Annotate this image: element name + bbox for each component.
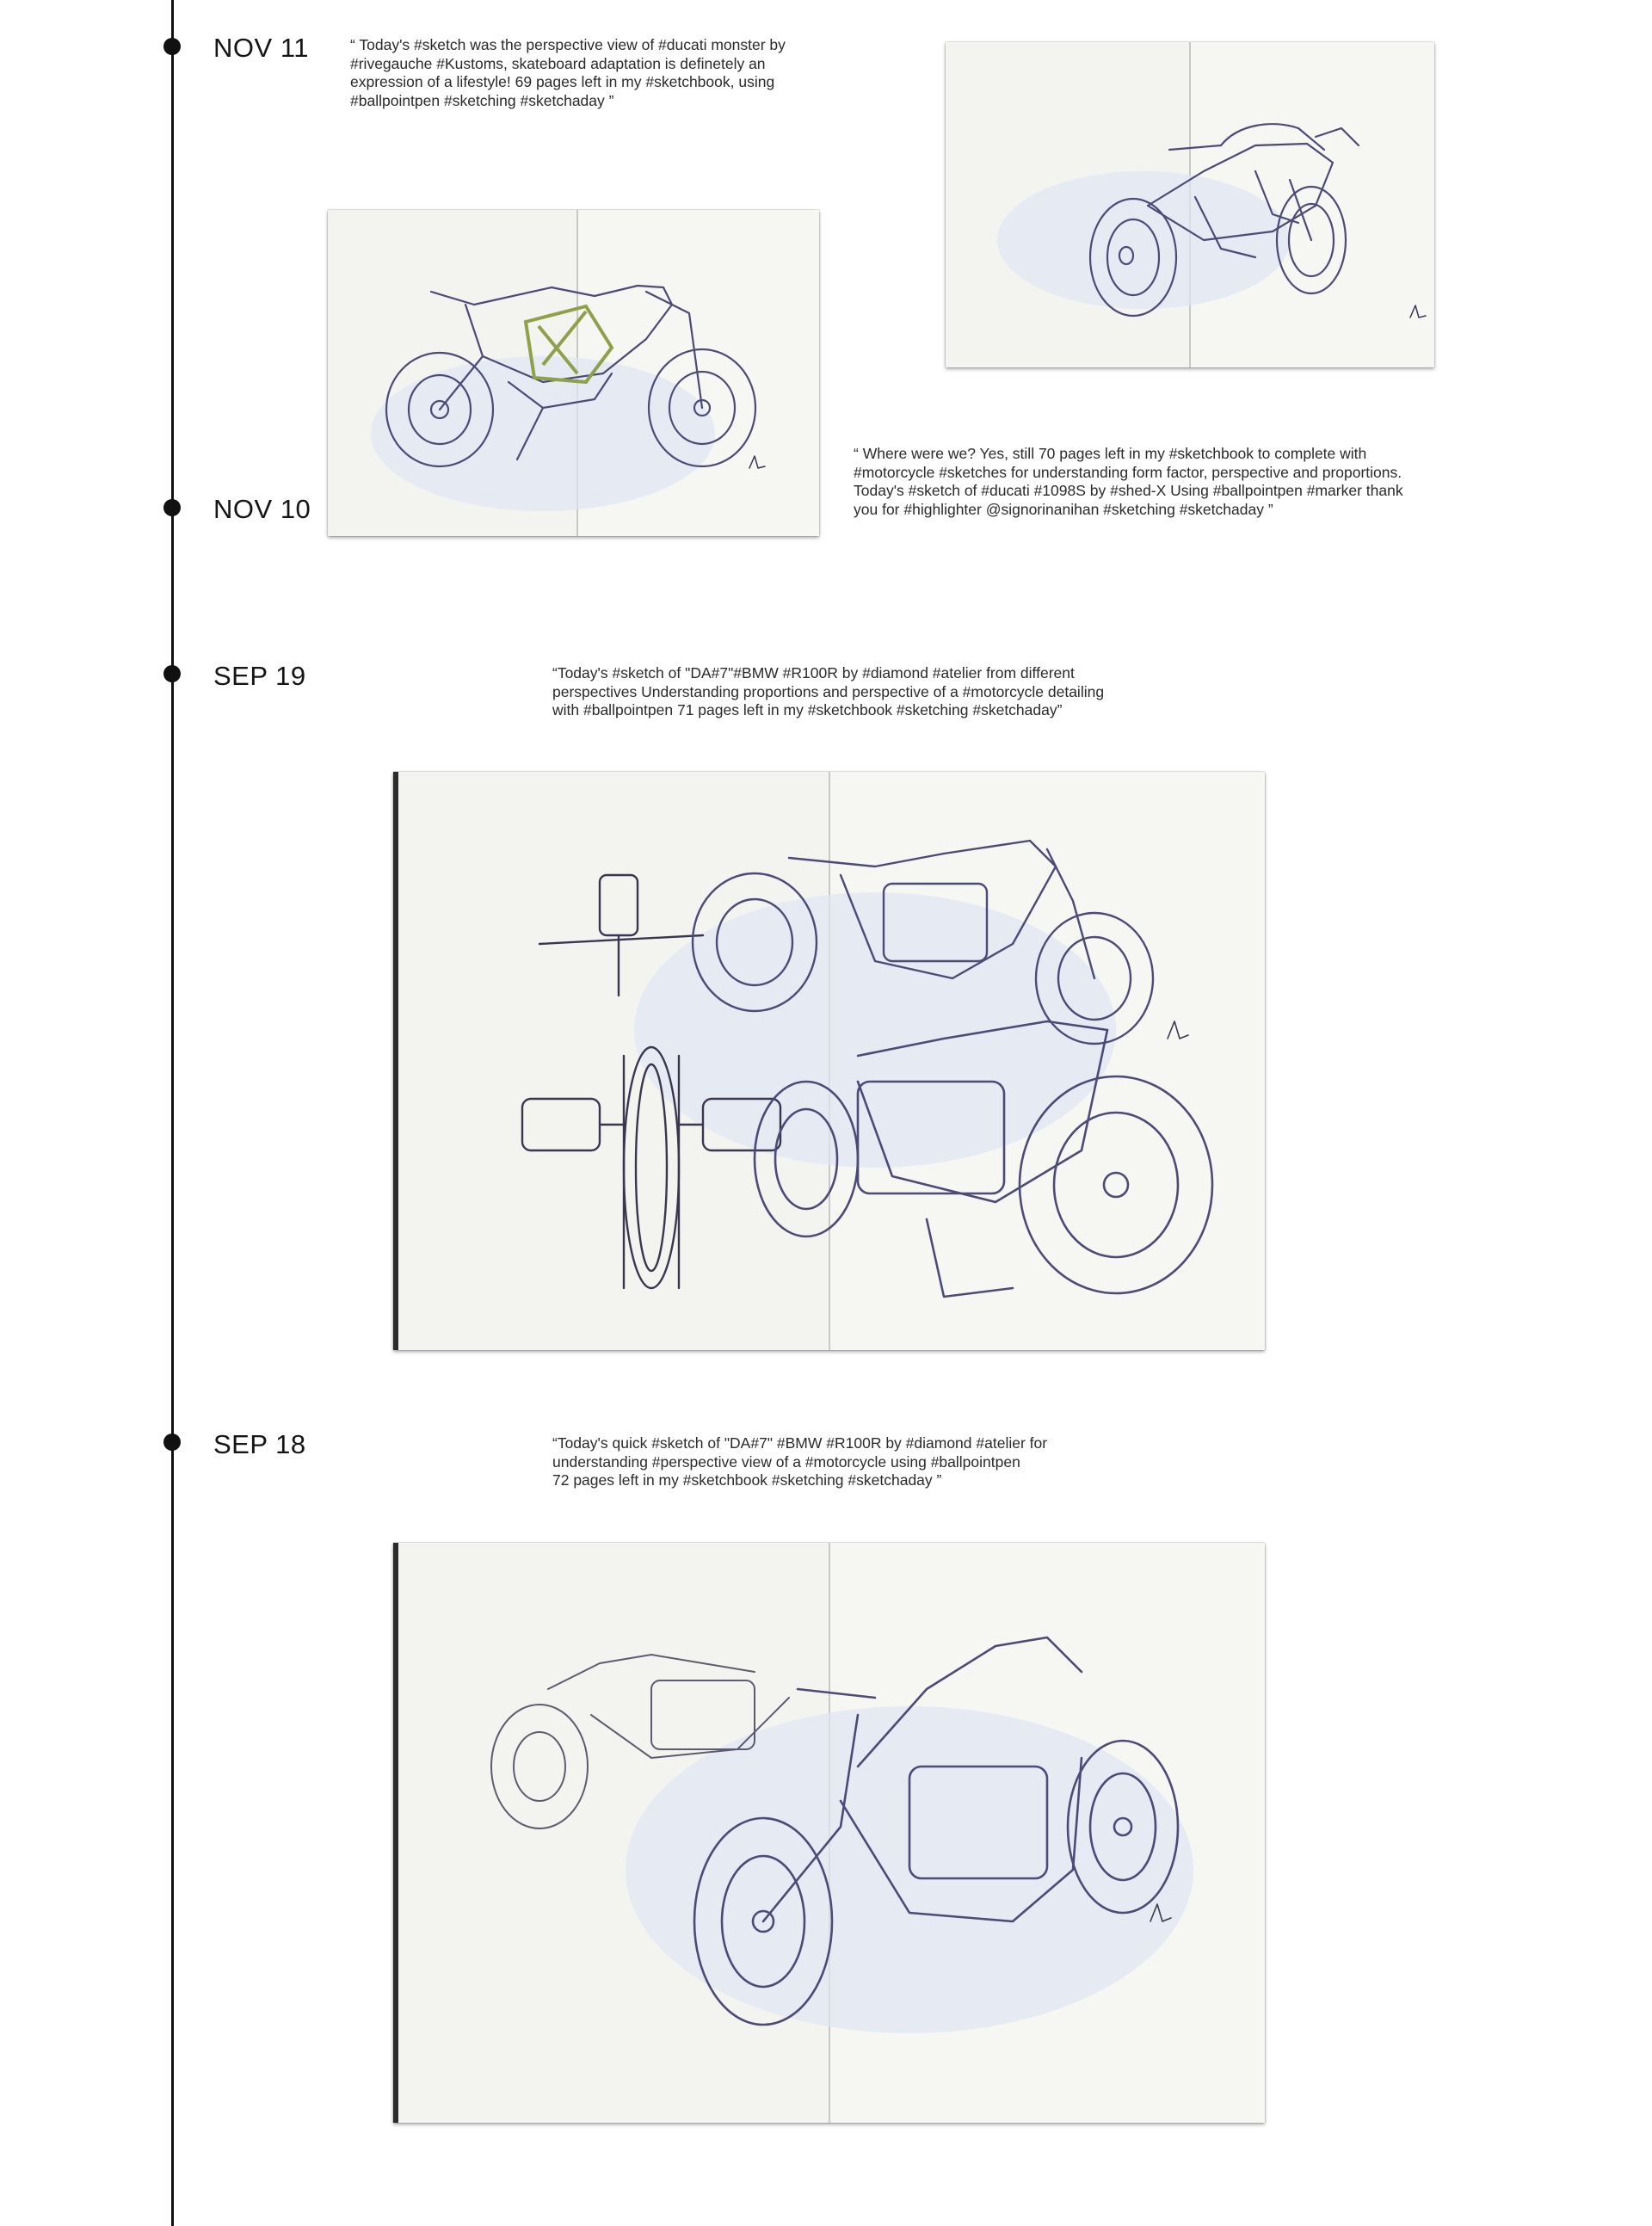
date-month: NOV [213, 33, 273, 63]
timeline-dot-nov-11 [163, 38, 181, 55]
caption-line: perspectives Understanding proportions and perspective of a #motorcycle detailing [552, 682, 1105, 700]
caption-line: 72 pages left in my #sketchbook #sketching #sketchaday ” [552, 1471, 942, 1489]
caption-line: #rivegauche #Kustoms, skateboard adaptation is definetely an [350, 54, 766, 72]
bmw-r100r-multi-view-sketch-icon [393, 772, 1265, 1350]
timeline-dot-sep-19 [163, 665, 181, 682]
caption-line: “ Today's #sketch was the perspective view of #ducati monster by [350, 36, 786, 53]
entry-caption-nov-10 [854, 445, 1456, 519]
entry-date-sep-19 [213, 661, 306, 692]
date-day: 18 [275, 1429, 306, 1459]
date-day: 11 [280, 33, 309, 63]
entry-date-nov-10 [213, 494, 311, 525]
entry-caption-sep-19 [552, 664, 1172, 720]
timeline-line [171, 0, 174, 2226]
date-month: NOV [213, 494, 273, 524]
caption-line: “ Where were we? Yes, still 70 pages left in my #sketchbook to complete with [854, 445, 1367, 462]
caption-line: you for #highlighter @signorinanihan #sketching #sketchaday ” [854, 500, 1273, 518]
caption-line: with #ballpointpen 71 pages left in my #sketchbook #sketching #sketchaday” [552, 701, 1063, 718]
caption-line: #ballpointpen #sketching #sketchaday ” [350, 91, 614, 109]
entry-date-nov-11 [213, 33, 309, 64]
caption-line: expression of a lifestyle! 69 pages left in my #sketchbook, using [350, 73, 775, 90]
caption-line: Today's #sketch of #ducati #1098S by #shed-X Using #ballpointpen #marker thank [854, 482, 1403, 499]
ducati-monster-sketch-image[interactable] [328, 210, 819, 536]
timeline-dot-sep-18 [163, 1434, 181, 1451]
date-month: SEP [213, 1429, 268, 1459]
ducati-monster-sketch-icon [328, 210, 819, 536]
date-day: 19 [275, 661, 306, 691]
bmw-r100r-perspective-sketch-icon [393, 1543, 1265, 2123]
date-day: 10 [280, 494, 311, 524]
bmw-r100r-perspective-sketch-image[interactable] [393, 1543, 1265, 2123]
date-month: SEP [213, 661, 268, 691]
caption-line: understanding #perspective view of a #motorcycle using #ballpointpen [552, 1452, 1020, 1471]
entry-caption-sep-18 [552, 1434, 1155, 1490]
caption-line: “Today's #sketch of "DA#7"#BMW #R100R by #diamond #atelier from different [552, 664, 1075, 681]
bmw-r100r-multi-view-sketch-image[interactable] [393, 772, 1265, 1350]
entry-caption-nov-11 [350, 36, 832, 110]
ducati-1098s-sketch-image[interactable] [946, 42, 1434, 367]
entry-date-sep-18 [213, 1429, 306, 1460]
ducati-1098s-sketch-icon [946, 42, 1434, 367]
timeline-dot-nov-10 [163, 499, 181, 516]
caption-line: #motorcycle #sketches for understanding form factor, perspective and proportions. [854, 463, 1402, 481]
caption-line: “Today's quick #sketch of "DA#7" #BMW #R100R by #diamond #atelier for [552, 1434, 1048, 1452]
